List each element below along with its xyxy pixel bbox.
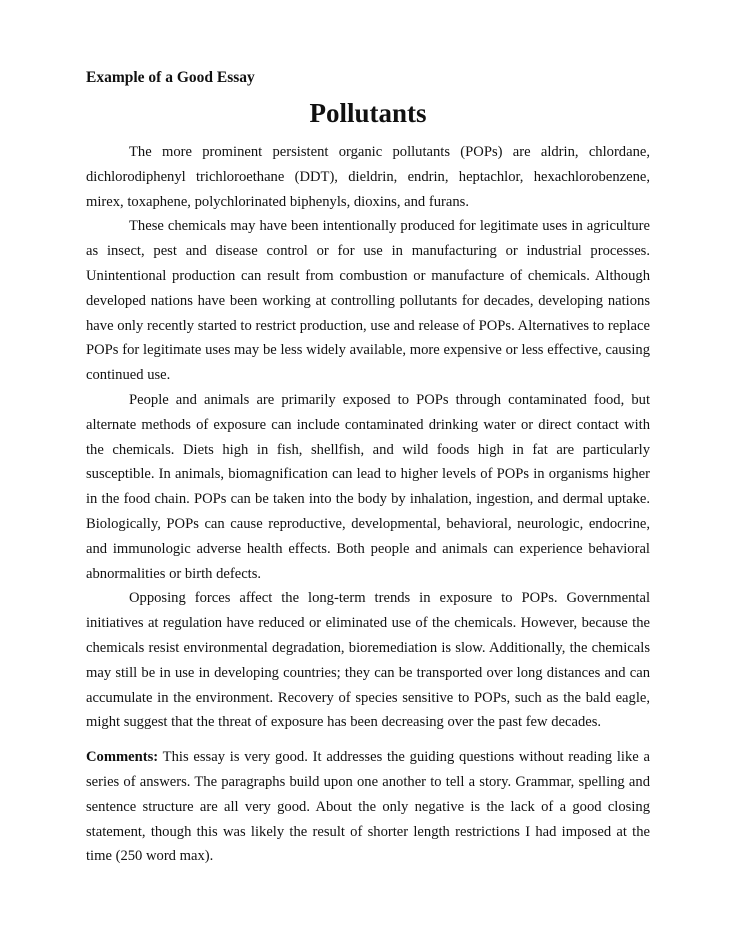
essay-paragraph-2: These chemicals may have been intentionally produced for legitimate uses in agriculture as insect, pest and disease control or for use in manufacturing or industrial processes. Unintentional production can result from combustion or manufacture of chemicals. Although developed nations have been working at controlling pollutants for decades, developing nations have only recently started to restrict production, use and release of POPs. Alternatives to replace POPs for legitimate uses may be less widely available, more expensive or less effective, causing continued use. [86, 218, 650, 384]
comments-text: This essay is very good. It addresses the guiding questions without reading like a series of answers. The paragraphs build upon one another to tell a story. Grammar, spelling and sentence structure are all very good. About the only negative is the lack of a good closing statement, though this was likely the result of shorter length restrictions I had imposed at the time (250 word max). [86, 749, 650, 865]
document-heading: Example of a Good Essay [86, 69, 255, 86]
comments-label: Comments: [86, 749, 159, 766]
essay-title: Pollutants [309, 98, 427, 128]
essay-paragraph-1: The more prominent persistent organic pollutants (POPs) are aldrin, chlordane, dichlorodiphenyl trichloroethane (DDT), dieldrin, endrin, heptachlor, hexachlorobenzene, mirex, toxaphene, polychlorinated biphenyls, dioxins, and furans. [86, 144, 650, 210]
essay-page [86, 68, 650, 869]
essay-paragraph-3: People and animals are primarily exposed to POPs through contaminated food, but alternate methods of exposure can include contaminated drinking water or direct contact with the chemicals. Diets high in fish, shellfish, and wild foods high in fat are particularly susceptible. In animals, biomagnification can lead to higher levels of POPs in organisms higher in the food chain. POPs can be taken into the body by inhalation, ingestion, and dermal uptake. Biologically, POPs can cause reproductive, developmental, behavioral, neurologic, endocrine, and immunologic adverse health effects. Both people and animals can experience behavioral abnormalities or birth defects. [86, 391, 650, 582]
comments-section [86, 745, 650, 869]
essay-paragraph-4: Opposing forces affect the long-term trends in exposure to POPs. Governmental initiatives at regulation have reduced or eliminated use of the chemicals. However, because the chemicals resist environmental degradation, bioremediation is slow. Additionally, the chemicals may still be in use in developing countries; they can be transported over long distances and can accumulate in the environment. Recovery of species sensitive to POPs, such as the bald eagle, might suggest that the threat of exposure has been decreasing over the past few decades. [86, 590, 650, 731]
